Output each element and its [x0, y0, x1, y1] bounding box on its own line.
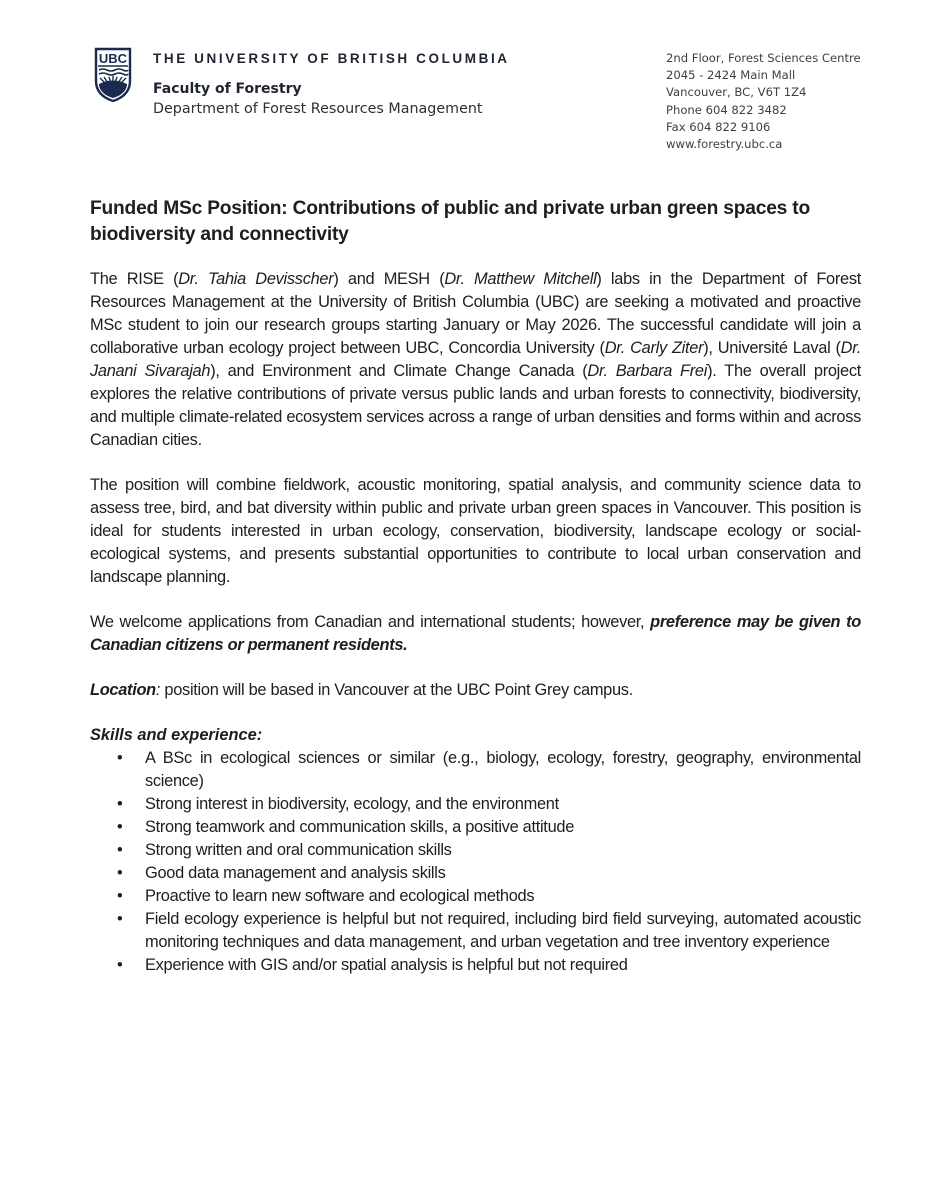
bullet-icon: • — [117, 818, 123, 836]
collaborator-name: Dr. Carly Ziter — [604, 339, 704, 357]
bullet-icon: • — [117, 956, 123, 974]
text: ) and MESH ( — [333, 270, 445, 288]
pi-name: Dr. Tahia Devisscher — [178, 270, 334, 288]
address-line: 2nd Floor, Forest Sciences Centre — [666, 51, 861, 65]
list-item — [117, 908, 861, 954]
fax-line: Fax 604 822 9106 — [666, 119, 771, 134]
skill-text: Proactive to learn new software and ecological methods — [145, 887, 535, 905]
text: ). The overall project explores the relative contributions of private versus public lands and urban forests to connectivity, biodiversity, and multiple climate-related ecosystem services across a range of urban densities and forms within and across Canadian cities. — [90, 362, 861, 449]
colon: : — [155, 681, 161, 699]
list-item — [117, 816, 861, 839]
list-item — [117, 954, 861, 977]
skill-text: Field ecology experience is helpful but not required, including bird field surveying, automated acoustic monitoring techniques and data management, and urban vegetation and tree inventory experience — [145, 910, 861, 951]
skills-list — [90, 747, 861, 977]
text: The RISE ( — [90, 270, 179, 288]
skill-text: Strong interest in biodiversity, ecology, and the environment — [145, 795, 559, 813]
list-item — [117, 862, 861, 885]
intro-paragraph — [90, 268, 861, 452]
bullet-icon: • — [117, 841, 123, 859]
list-item — [117, 793, 861, 816]
skill-text: Good data management and analysis skills — [145, 864, 446, 882]
bullet-icon: • — [117, 864, 123, 882]
text: ), Université Laval ( — [703, 339, 841, 357]
phone-line: Phone 604 822 3482 — [666, 102, 787, 117]
bullet-icon: • — [117, 910, 123, 928]
location-text: position will be based in Vancouver at the UBC Point Grey campus. — [160, 681, 633, 699]
department-name: Department of Forest Resources Management — [153, 101, 483, 117]
ubc-crest-logo-icon — [94, 47, 132, 103]
skills-heading: Skills and experience: — [90, 726, 263, 744]
skill-text: Experience with GIS and/or spatial analysis is helpful but not required — [145, 956, 628, 974]
pi-name: Dr. Matthew Mitchell — [444, 270, 597, 288]
skill-text: Strong written and oral communication skills — [145, 841, 452, 859]
text: ) labs in the Department of Forest Resources Management at the University of British Columbia (UBC) are seeking a motivated and proactive MSc student to join our research groups starting January or May 2026. The successful candidate will join a collaborative urban ecology project between UBC, Concordia University ( — [90, 270, 861, 357]
bullet-icon: • — [117, 795, 123, 813]
website-link[interactable]: www.forestry.ubc.ca — [666, 137, 783, 152]
preference-emphasis: preference may be given to Canadian citizens or permanent residents. — [90, 613, 861, 654]
svg-text:UBC: UBC — [98, 51, 128, 66]
location-label: Location — [90, 681, 156, 699]
address-block — [666, 50, 861, 153]
bullet-icon: • — [117, 749, 123, 767]
address-line: 2045 - 2424 Main Mall — [666, 68, 796, 83]
page-title: Funded MSc Position: Contributions of public and private urban green spaces to biodiversity and connectivity — [90, 198, 810, 245]
skill-text: A BSc in ecological sciences or similar (e.g., biology, ecology, forestry, geography, environmental science) — [145, 749, 861, 790]
list-item — [117, 839, 861, 862]
faculty-name: Faculty of Forestry — [153, 81, 302, 97]
collaborator-name: Dr. Janani Sivarajah — [90, 339, 862, 380]
text: We welcome applications from Canadian and international students; however, — [90, 613, 651, 631]
collaborator-name: Dr. Barbara Frei — [587, 362, 708, 380]
address-line: Vancouver, BC, V6T 1Z4 — [666, 85, 807, 100]
list-item — [117, 747, 861, 793]
eligibility-paragraph — [90, 611, 861, 657]
university-name: THE UNIVERSITY OF BRITISH COLUMBIA — [153, 51, 510, 66]
list-item — [117, 885, 861, 908]
position-description-paragraph: The position will combine fieldwork, acoustic monitoring, spatial analysis, and community science data to assess tree, bird, and bat diversity within public and private urban green spaces in Vancouver. This position is ideal for students interested in urban ecology, conservation, biodiversity, landscape ecology or social-ecological systems, and presents substantial opportunities to contribute to local urban conservation and landscape planning. — [90, 476, 861, 586]
bullet-icon: • — [117, 887, 123, 905]
document-body — [90, 196, 861, 977]
text: ), and Environment and Climate Change Canada ( — [210, 362, 588, 380]
skill-text: Strong teamwork and communication skills, a positive attitude — [145, 818, 575, 836]
location-paragraph — [90, 679, 861, 702]
